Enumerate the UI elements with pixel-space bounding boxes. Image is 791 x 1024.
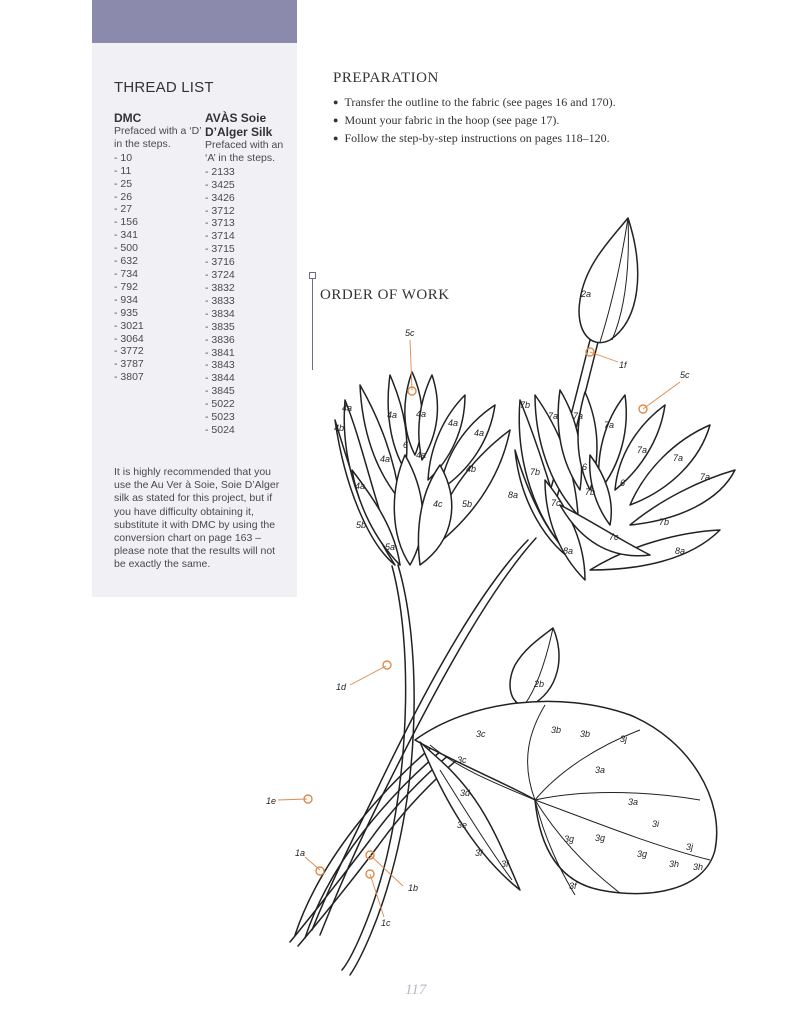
avas-code: - 3833 bbox=[205, 294, 235, 307]
label-7b: 7b bbox=[520, 400, 531, 410]
dmc-code: - 934 bbox=[114, 293, 138, 306]
label-1a: 1a bbox=[295, 848, 306, 858]
dmc-code: - 27 bbox=[114, 203, 133, 216]
label-2a: 2a bbox=[581, 289, 592, 299]
label-4a: 4a bbox=[474, 428, 485, 438]
preparation-step: ● Follow the step-by-step instructions on pages 118–120. bbox=[333, 130, 616, 148]
dmc-code: - 26 bbox=[114, 190, 133, 203]
label-7b: 7b bbox=[659, 517, 670, 527]
label-6: 6 bbox=[403, 440, 409, 450]
label-4b: 4b bbox=[466, 464, 477, 474]
avas-heading: AVÀS Soie D’Alger Silk bbox=[205, 111, 273, 139]
label-3b: 3b bbox=[580, 729, 591, 739]
order-of-work-title: ORDER OF WORK bbox=[320, 287, 450, 303]
avas-code: - 3845 bbox=[205, 385, 235, 398]
avas-code: - 3426 bbox=[205, 191, 235, 204]
avas-code: - 3712 bbox=[205, 204, 235, 217]
dmc-code: - 25 bbox=[114, 177, 133, 190]
avas-code: - 3835 bbox=[205, 320, 235, 333]
dmc-code: - 156 bbox=[114, 216, 138, 229]
label-4a: 4a bbox=[448, 418, 459, 428]
label-5b: 5b bbox=[356, 520, 367, 530]
label-3f: 3f bbox=[501, 859, 509, 869]
label-3g: 3g bbox=[564, 834, 575, 844]
dmc-code: - 10 bbox=[114, 151, 133, 164]
avas-code: - 3832 bbox=[205, 281, 235, 294]
avas-intro: Prefaced with an ‘A’ in the steps. bbox=[205, 139, 284, 164]
label-6: 6 bbox=[620, 478, 626, 488]
label-3e: 3e bbox=[457, 820, 468, 830]
label-3c: 3c bbox=[457, 755, 467, 765]
label-1b: 1b bbox=[408, 883, 419, 893]
label-8a: 8a bbox=[675, 546, 686, 556]
label-3h: 3h bbox=[669, 859, 680, 869]
label-7a: 7a bbox=[548, 411, 559, 421]
label-3d: 3d bbox=[460, 788, 471, 798]
avas-code: - 3844 bbox=[205, 372, 235, 385]
label-5a: 5a bbox=[385, 542, 396, 552]
avas-code: - 2133 bbox=[205, 165, 235, 178]
label-3g: 3g bbox=[637, 849, 648, 859]
dmc-code: - 3021 bbox=[114, 319, 144, 332]
avas-code: - 5024 bbox=[205, 423, 235, 436]
label-7c: 7c bbox=[551, 498, 561, 508]
avas-code: - 3715 bbox=[205, 243, 235, 256]
avas-code: - 5022 bbox=[205, 398, 235, 411]
label-7a: 7a bbox=[673, 453, 684, 463]
dmc-code: - 935 bbox=[114, 306, 138, 319]
label-3f: 3f bbox=[475, 848, 483, 858]
substitution-note: It is highly recommended that you use the Au Ver à Soie, Soie D’Alger silk as stated for this project, but if you have difficulty obtaining it, substitute it with DMC by using the conversion chart on page 163 – please note that the results will not be exactly the same. bbox=[114, 466, 280, 571]
avas-code: - 3841 bbox=[205, 346, 235, 359]
thread-list-title: THREAD LIST bbox=[114, 79, 214, 96]
label-4a: 4a bbox=[416, 409, 427, 419]
avas-code: - 5023 bbox=[205, 411, 235, 424]
label-4c: 4c bbox=[433, 499, 443, 509]
dmc-code: - 3064 bbox=[114, 332, 144, 345]
avas-code: - 3714 bbox=[205, 230, 235, 243]
label-4a: 4a bbox=[416, 450, 427, 460]
label-3c: 3c bbox=[476, 729, 486, 739]
dmc-code: - 341 bbox=[114, 229, 138, 242]
label-7a: 7a bbox=[604, 420, 615, 430]
preparation-title: PREPARATION bbox=[333, 70, 439, 86]
label-5b: 5b bbox=[462, 499, 473, 509]
label-1d: 1d bbox=[336, 682, 347, 692]
label-7c: 7c bbox=[609, 532, 619, 542]
dmc-code: - 734 bbox=[114, 267, 138, 280]
label-3j: 3j bbox=[620, 734, 628, 744]
label-3h: 3h bbox=[693, 862, 704, 872]
label-3a: 3a bbox=[595, 765, 606, 775]
label-8a: 8a bbox=[563, 546, 574, 556]
label-5c: 5c bbox=[405, 328, 415, 338]
left-flower bbox=[335, 372, 510, 565]
label-3i: 3i bbox=[652, 819, 660, 829]
dmc-code: - 11 bbox=[114, 164, 132, 177]
label-3g: 3g bbox=[595, 833, 606, 843]
avas-code: - 3843 bbox=[205, 359, 235, 372]
dmc-code: - 3787 bbox=[114, 358, 144, 371]
label-7a: 7a bbox=[700, 472, 711, 482]
preparation-step: ● Mount your fabric in the hoop (see page 17). bbox=[333, 112, 616, 130]
avas-code: - 3834 bbox=[205, 307, 235, 320]
dmc-code: - 500 bbox=[114, 242, 138, 255]
label-8a: 8a bbox=[508, 490, 519, 500]
label-7b: 7b bbox=[530, 467, 541, 477]
label-3a: 3a bbox=[628, 797, 639, 807]
label-4a: 4a bbox=[387, 410, 398, 420]
label-4a: 4a bbox=[380, 454, 391, 464]
label-6: 6 bbox=[582, 462, 588, 472]
dmc-intro: Prefaced with a ‘D’ in the steps. bbox=[114, 125, 202, 150]
label-7a: 7a bbox=[573, 411, 584, 421]
dmc-code: - 792 bbox=[114, 280, 138, 293]
dmc-code: - 3772 bbox=[114, 345, 144, 358]
avas-code: - 3716 bbox=[205, 256, 235, 269]
avas-code: - 3836 bbox=[205, 333, 235, 346]
label-4b: 4b bbox=[334, 423, 345, 433]
label-4a: 4a bbox=[355, 481, 366, 491]
avas-code: - 3713 bbox=[205, 217, 235, 230]
label-3j: 3j bbox=[686, 842, 694, 852]
page-number: 117 bbox=[405, 982, 427, 998]
label-2b: 2b bbox=[534, 679, 545, 689]
bud-2b bbox=[510, 628, 559, 706]
label-1f: 1f bbox=[619, 360, 627, 370]
label-1e: 1e bbox=[266, 796, 277, 806]
avas-code: - 3425 bbox=[205, 178, 235, 191]
label-3b: 3b bbox=[551, 725, 562, 735]
dmc-code: - 632 bbox=[114, 255, 138, 268]
preparation-step: ● Transfer the outline to the fabric (see pages 16 and 170). bbox=[333, 94, 616, 112]
label-7b: 7b bbox=[585, 487, 596, 497]
label-4a: 4a bbox=[342, 403, 353, 413]
label-1c: 1c bbox=[381, 918, 391, 928]
label-3f: 3f bbox=[569, 881, 577, 891]
label-5c: 5c bbox=[680, 370, 690, 380]
avas-code: - 3724 bbox=[205, 269, 235, 282]
label-7a: 7a bbox=[637, 445, 648, 455]
bud-2a bbox=[579, 218, 638, 343]
dmc-heading: DMC bbox=[114, 111, 142, 125]
dmc-code: - 3807 bbox=[114, 371, 144, 384]
